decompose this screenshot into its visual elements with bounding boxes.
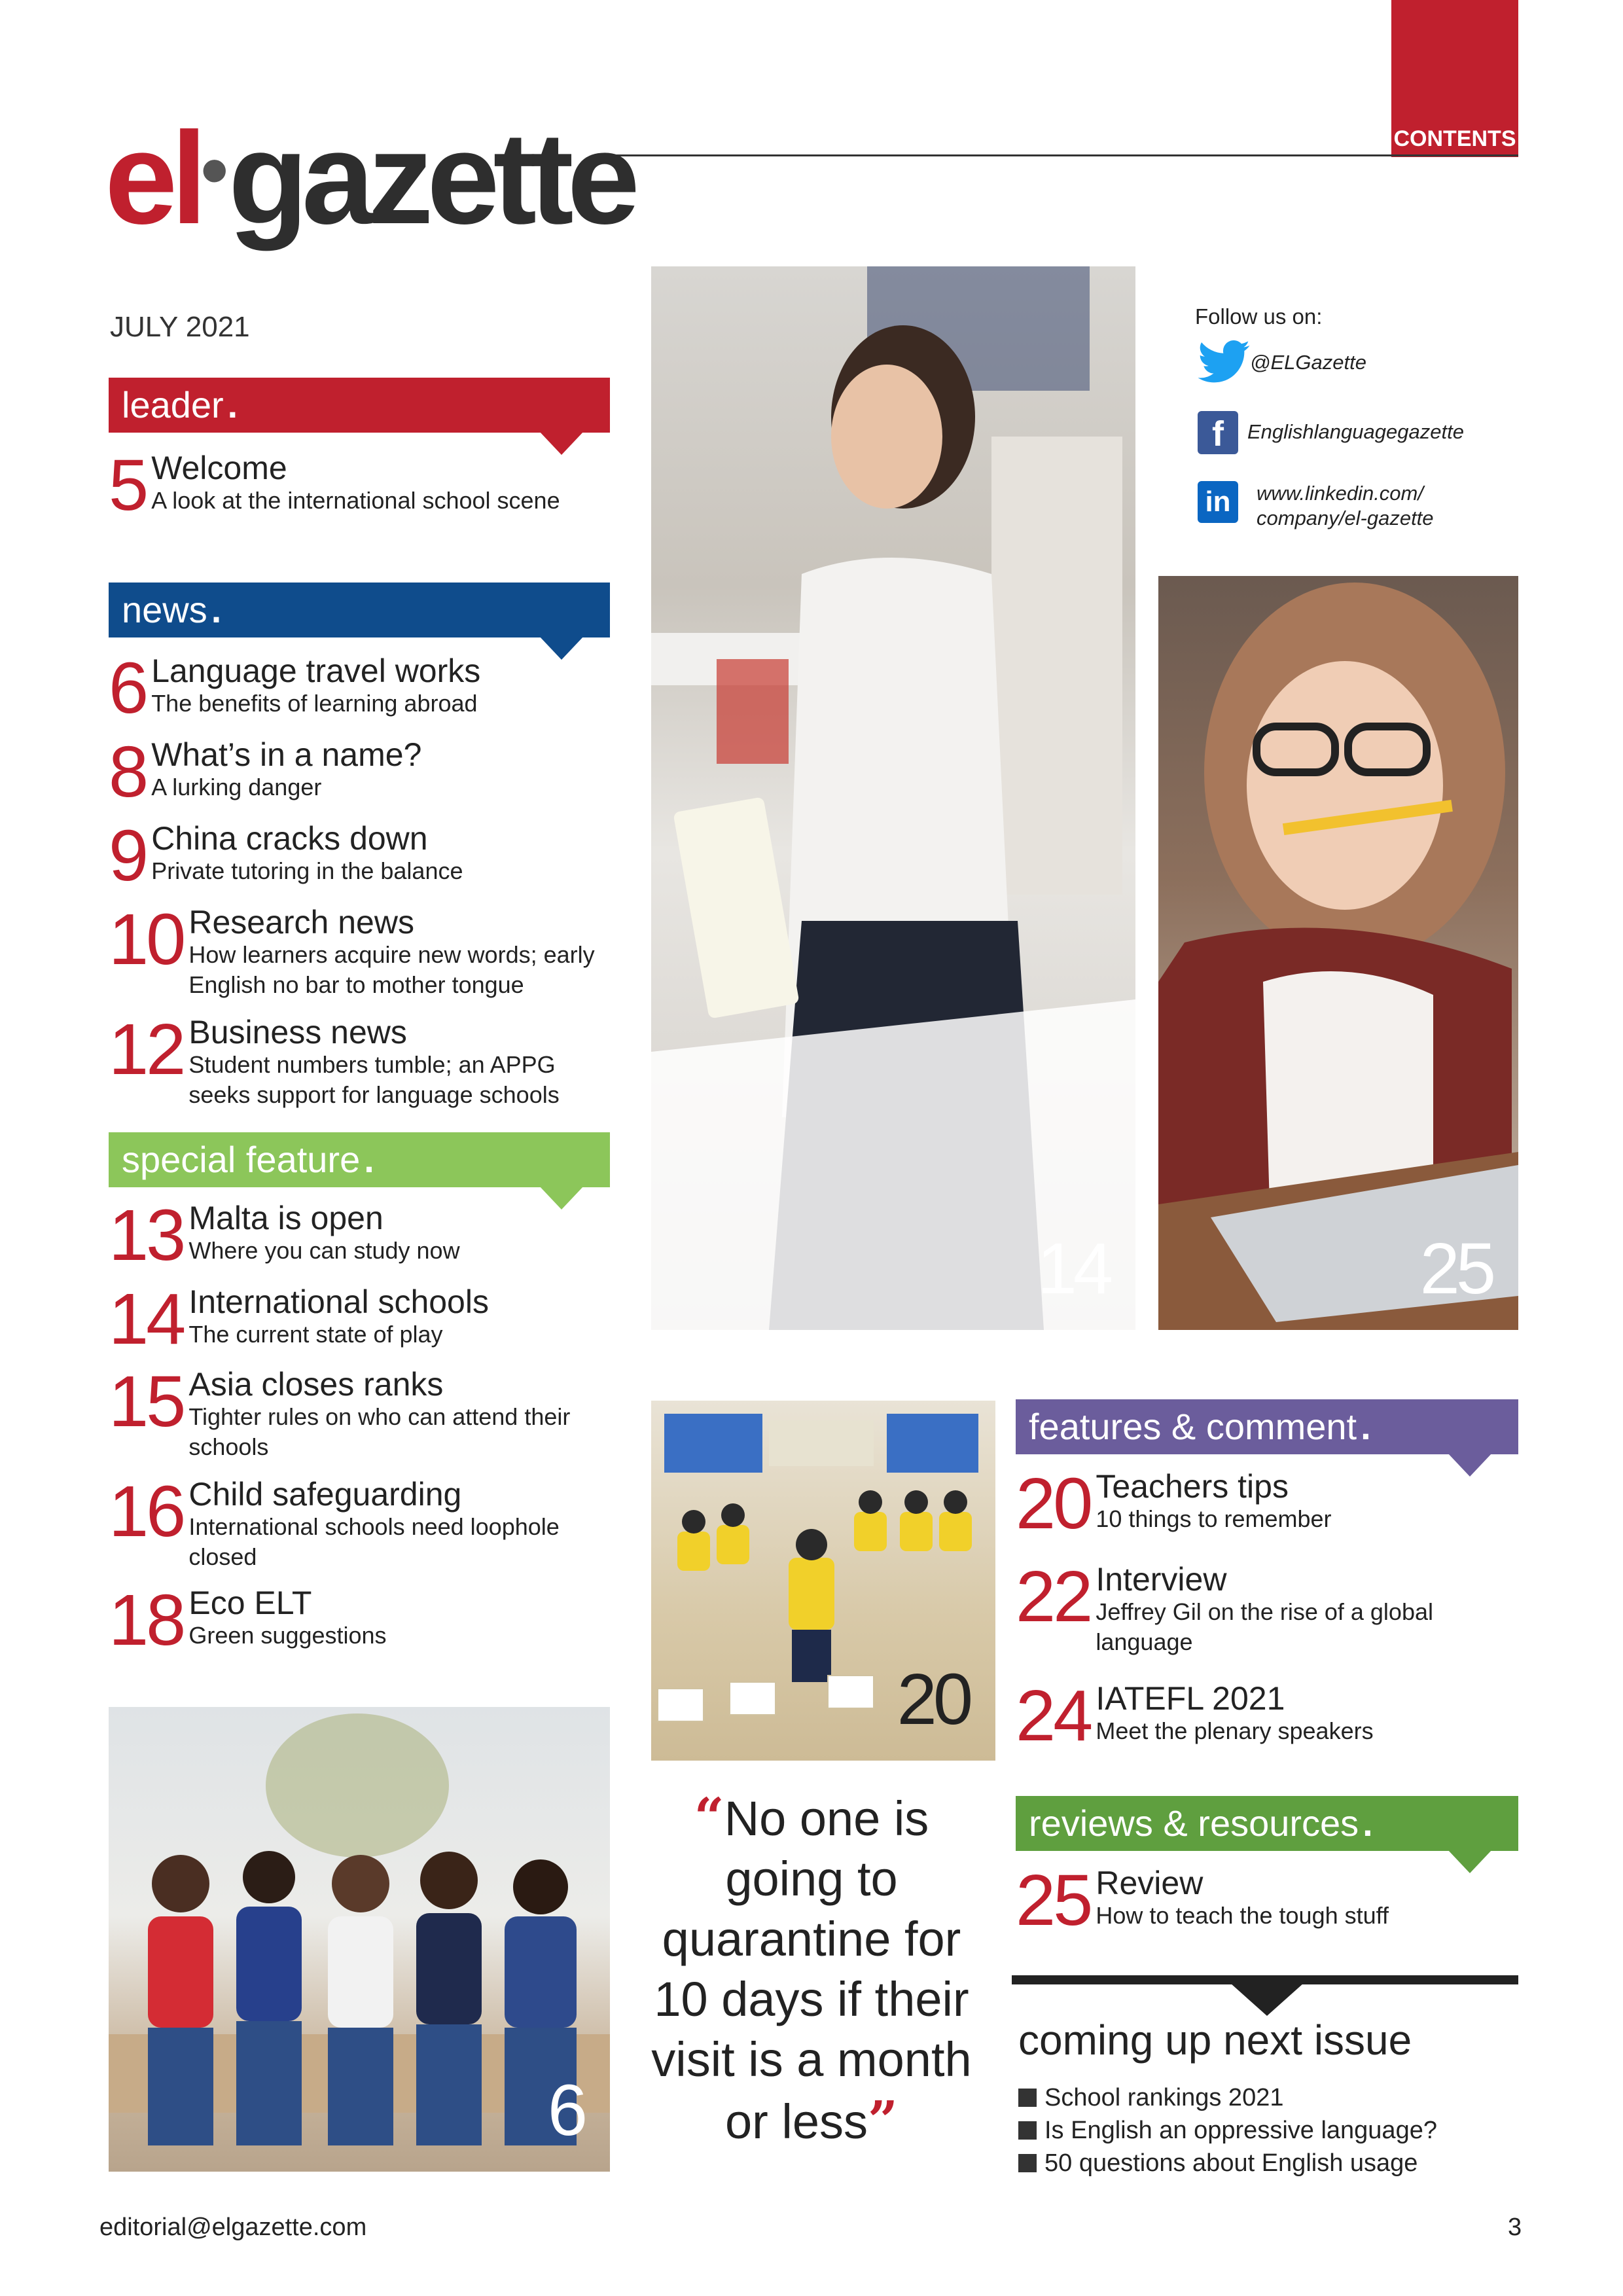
contents-label: CONTENTS	[1393, 126, 1516, 151]
photo-girl-classroom	[651, 266, 1135, 1330]
linkedin-link[interactable]	[1198, 481, 1512, 540]
photo-page-number: 25	[1419, 1229, 1492, 1309]
toc-entry[interactable]	[1016, 1556, 1513, 1656]
entry-subtitle: Tighter rules on who can attend their schools	[188, 1403, 571, 1460]
section-label-reviews-resources: reviews & resources	[1029, 1803, 1359, 1844]
page-number: 5	[109, 445, 147, 526]
header-rule	[615, 154, 1518, 156]
entry-title: Business news	[188, 1014, 407, 1050]
toc-entry[interactable]	[109, 1009, 619, 1109]
footer-page-number: 3	[1508, 2214, 1522, 2241]
section-bar-reviews-resources: reviews & resources .	[1016, 1796, 1518, 1851]
entry-title: International schools	[188, 1283, 489, 1320]
entry-title: Interview	[1096, 1561, 1227, 1598]
section-bar-news: news .	[109, 583, 610, 637]
coming-up-item: 50 questions about English usage	[1018, 2147, 1437, 2179]
entry-title: Review	[1096, 1865, 1204, 1901]
section-bar-special-feature: special feature .	[109, 1132, 610, 1187]
section-bar-leader: leader .	[109, 378, 610, 433]
entry-subtitle: Private tutoring in the balance	[151, 857, 463, 884]
contents-tab	[1391, 0, 1518, 157]
twitter-icon	[1198, 340, 1240, 382]
facebook-handle: Englishlanguagegazette	[1247, 420, 1464, 443]
page-number: 24	[1016, 1676, 1091, 1756]
linkedin-url-line1: www.linkedin.com/	[1257, 482, 1423, 505]
entry-subtitle: How learners acquire new words; early English no bar to mother tongue	[188, 941, 595, 998]
page-number: 16	[109, 1471, 184, 1552]
entry-subtitle: The benefits of learning abroad	[151, 690, 478, 717]
entry-subtitle: International schools need loophole closed	[188, 1513, 560, 1570]
entry-title: Eco ELT	[188, 1585, 312, 1621]
entry-subtitle: How to teach the tough stuff	[1096, 1902, 1389, 1929]
open-quote-mark: “	[694, 1786, 724, 1848]
entry-title: IATEFL 2021	[1096, 1680, 1285, 1717]
page-number: 25	[1016, 1860, 1091, 1941]
twitter-handle: @ELGazette	[1250, 351, 1366, 374]
pull-quote-text: No one is going to quarantine for 10 days if their visit is a month or less	[651, 1791, 972, 2149]
section-label-features-comment: features & comment	[1029, 1406, 1357, 1447]
page-number: 13	[109, 1195, 184, 1276]
facebook-link[interactable]	[1198, 411, 1512, 458]
section-label-news: news	[122, 589, 207, 630]
entry-subtitle: Meet the plenary speakers	[1096, 1717, 1374, 1744]
entry-subtitle: Green suggestions	[188, 1622, 387, 1649]
page-number: 15	[109, 1361, 184, 1442]
entry-title: Teachers tips	[1096, 1468, 1289, 1505]
entry-title: Research news	[188, 904, 414, 941]
twitter-link[interactable]	[1198, 340, 1512, 387]
entry-title: What’s in a name?	[151, 736, 422, 773]
toc-entry[interactable]	[109, 648, 619, 728]
photo-page-number: 20	[897, 1659, 969, 1740]
entry-title: Welcome	[151, 450, 287, 486]
toc-entry[interactable]	[1016, 1463, 1513, 1544]
entry-title: Child safeguarding	[188, 1476, 462, 1513]
page-number: 10	[109, 899, 184, 980]
entry-subtitle: A look at the international school scene	[151, 487, 560, 514]
facebook-icon: f	[1198, 411, 1238, 454]
coming-up-item: School rankings 2021	[1018, 2081, 1437, 2114]
toc-entry[interactable]	[1016, 1860, 1513, 1941]
page-number: 6	[109, 648, 147, 728]
entry-subtitle: Student numbers tumble; an APPG seeks support for language schools	[188, 1051, 560, 1108]
entry-title: China cracks down	[151, 820, 428, 857]
toc-entry[interactable]	[109, 1580, 619, 1660]
pull-quote	[635, 1787, 988, 2152]
coming-up-title: coming up next issue	[1018, 2017, 1412, 2064]
toc-entry[interactable]	[109, 1279, 619, 1359]
photo-woman-laptop	[1158, 576, 1518, 1330]
page-number: 20	[1016, 1463, 1091, 1544]
entry-title: Malta is open	[188, 1200, 383, 1236]
photo-girl-illustration	[651, 266, 1135, 1330]
photo-group-students	[109, 1707, 610, 2172]
page-number: 12	[109, 1009, 184, 1090]
entry-subtitle: 10 things to remember	[1096, 1505, 1332, 1532]
entry-subtitle: A lurking danger	[151, 774, 322, 800]
logo-gazette: gazette	[228, 105, 633, 251]
toc-entry[interactable]	[1016, 1676, 1513, 1756]
linkedin-icon: in	[1198, 481, 1238, 523]
photo-classroom-kids	[651, 1401, 995, 1761]
toc-entry[interactable]	[109, 1361, 619, 1461]
page-number: 8	[109, 732, 147, 812]
issue-date: JULY 2021	[110, 311, 250, 343]
coming-up-item: Is English an oppressive language?	[1018, 2114, 1437, 2147]
entry-subtitle: Jeffrey Gil on the rise of a global language	[1096, 1598, 1433, 1655]
photo-group-illustration	[109, 1707, 610, 2172]
photo-woman-illustration	[1158, 576, 1518, 1330]
photo-page-number: 6	[547, 2070, 584, 2151]
entry-title: Asia closes ranks	[188, 1366, 444, 1403]
logo-el: el	[105, 105, 201, 251]
page-number: 14	[109, 1279, 184, 1359]
footer-email[interactable]: editorial@elgazette.com	[99, 2214, 367, 2241]
toc-entry[interactable]	[109, 899, 619, 999]
photo-page-number: 14	[1037, 1229, 1109, 1309]
logo	[105, 105, 633, 251]
section-bar-features-comment: features & comment .	[1016, 1399, 1518, 1454]
entry-subtitle: Where you can study now	[188, 1237, 460, 1264]
close-quote-mark: ”	[867, 2089, 898, 2151]
linkedin-url-line2: company/el-gazette	[1257, 507, 1434, 529]
page-number: 22	[1016, 1556, 1091, 1637]
section-label-leader: leader	[122, 384, 224, 425]
toc-entry[interactable]	[109, 732, 619, 812]
entry-subtitle: The current state of play	[188, 1321, 443, 1348]
toc-entry[interactable]	[109, 1471, 619, 1571]
section-label-special-feature: special feature	[122, 1139, 361, 1180]
logo-dot: •	[200, 126, 228, 214]
page-number: 9	[109, 816, 147, 896]
coming-up-arrow	[1230, 1983, 1304, 2016]
toc-entry[interactable]	[109, 1195, 619, 1276]
toc-entry[interactable]	[109, 816, 619, 896]
toc-entry[interactable]	[109, 445, 619, 526]
follow-us-label: Follow us on:	[1195, 304, 1323, 329]
coming-up-list	[1018, 2081, 1437, 2179]
page-number: 18	[109, 1580, 184, 1660]
entry-title: Language travel works	[151, 653, 481, 689]
